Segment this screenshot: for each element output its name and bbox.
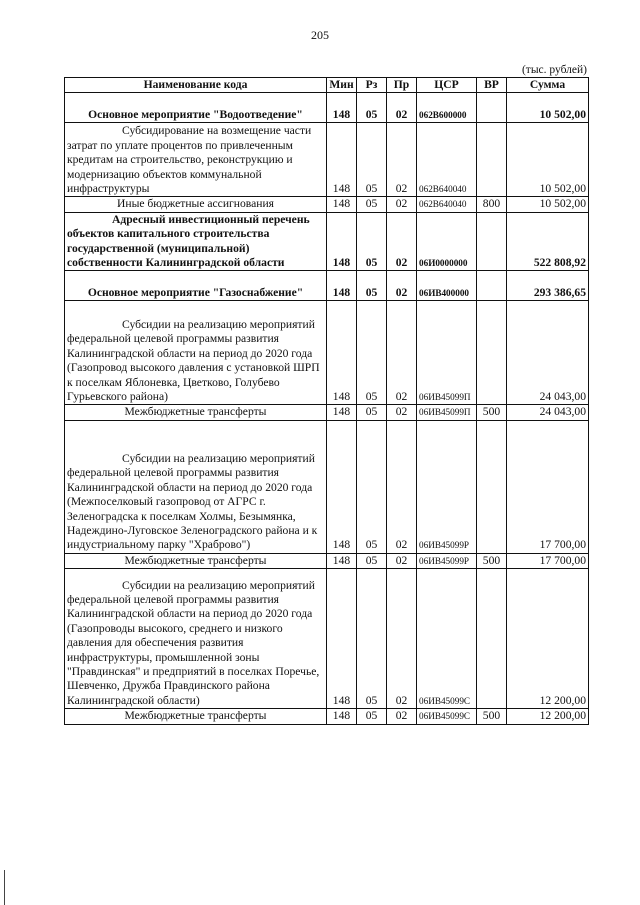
row-csr: 062B640040 bbox=[417, 197, 477, 212]
row-csr: 06ИВ45099П bbox=[417, 301, 477, 405]
row-vr: 500 bbox=[477, 553, 507, 568]
table-row bbox=[65, 569, 589, 709]
row-name: Основное мероприятие "Газоснабжение" bbox=[65, 271, 327, 301]
row-pr: 02 bbox=[387, 271, 417, 301]
row-min: 148 bbox=[327, 271, 357, 301]
table-row bbox=[65, 405, 589, 420]
row-pr: 02 bbox=[387, 301, 417, 405]
row-name: Субсидии на реализацию мероприятий федеральной целевой программы развития Калининградской области на период до 2020 года (Межпоселковый газопровод от АГРС г. Зеленоградска к поселкам Холмы, Безымянка, Надеждино-Луговское Зеленоградского района и к индустриальному парку "Храброво") bbox=[65, 420, 327, 553]
row-csr: 06ИВ45099П bbox=[417, 405, 477, 420]
row-min: 148 bbox=[327, 569, 357, 709]
row-rz: 05 bbox=[357, 123, 387, 197]
row-vr bbox=[477, 301, 507, 405]
row-min: 148 bbox=[327, 93, 357, 123]
table-row bbox=[65, 123, 589, 197]
row-sum: 24 043,00 bbox=[507, 405, 589, 420]
row-csr: 06ИВ45099С bbox=[417, 569, 477, 709]
row-pr: 02 bbox=[387, 212, 417, 271]
row-min: 148 bbox=[327, 405, 357, 420]
row-vr bbox=[477, 420, 507, 553]
row-name: Субсидии на реализацию мероприятий федеральной целевой программы развития Калининградской области на период до 2020 года (Газопровод высокого давления с установкой ШРП к поселкам Яблоневка, Цветково, Голубево Гурьевского района) bbox=[65, 301, 327, 405]
row-min: 148 bbox=[327, 553, 357, 568]
row-rz: 05 bbox=[357, 301, 387, 405]
row-pr: 02 bbox=[387, 405, 417, 420]
row-sum: 17 700,00 bbox=[507, 420, 589, 553]
table-row bbox=[65, 301, 589, 405]
row-rz: 05 bbox=[357, 420, 387, 553]
row-name: Межбюджетные трансферты bbox=[65, 709, 327, 724]
row-csr: 06И0000000 bbox=[417, 212, 477, 271]
row-min: 148 bbox=[327, 212, 357, 271]
row-rz: 05 bbox=[357, 553, 387, 568]
row-rz: 05 bbox=[357, 709, 387, 724]
table-row bbox=[65, 420, 589, 553]
row-vr bbox=[477, 93, 507, 123]
row-rz: 05 bbox=[357, 405, 387, 420]
header-sum: Сумма bbox=[507, 78, 589, 93]
row-sum: 17 700,00 bbox=[507, 553, 589, 568]
row-name: Иные бюджетные ассигнования bbox=[65, 197, 327, 212]
row-sum: 12 200,00 bbox=[507, 709, 589, 724]
row-sum: 10 502,00 bbox=[507, 197, 589, 212]
row-name: Межбюджетные трансферты bbox=[65, 553, 327, 568]
row-name: Адресный инвестиционный перечень объектов капитального строительства государственной (муниципальной) собственности Калининградской области bbox=[65, 212, 327, 271]
header-pr: Пр bbox=[387, 78, 417, 93]
header-vr: ВР bbox=[477, 78, 507, 93]
row-rz: 05 bbox=[357, 271, 387, 301]
row-name: Субсидирование на возмещение части затрат по уплате процентов по привлеченным кредитам на строительство, реконструкцию и модернизацию объектов коммунальной инфраструктуры bbox=[65, 123, 327, 197]
row-pr: 02 bbox=[387, 709, 417, 724]
header-rz: Рз bbox=[357, 78, 387, 93]
header-csr: ЦСР bbox=[417, 78, 477, 93]
row-sum: 522 808,92 bbox=[507, 212, 589, 271]
row-vr bbox=[477, 271, 507, 301]
row-pr: 02 bbox=[387, 569, 417, 709]
row-rz: 05 bbox=[357, 197, 387, 212]
row-pr: 02 bbox=[387, 123, 417, 197]
row-vr: 800 bbox=[477, 197, 507, 212]
row-name: Субсидии на реализацию мероприятий федеральной целевой программы развития Калининградской области на период до 2020 года (Газопроводы высокого, среднего и низкого давления для обеспечения развития инфраструктуры, промышленной зоны "Правдинская" и предприятий в поселках Поречье, Шевченко, Дружба Правдинского района Калининградской области) bbox=[65, 569, 327, 709]
row-sum: 24 043,00 bbox=[507, 301, 589, 405]
table-row bbox=[65, 197, 589, 212]
row-vr: 500 bbox=[477, 405, 507, 420]
table-row bbox=[65, 553, 589, 568]
table-row bbox=[65, 271, 589, 301]
row-min: 148 bbox=[327, 301, 357, 405]
row-min: 148 bbox=[327, 123, 357, 197]
table-header-row bbox=[65, 78, 589, 93]
row-rz: 05 bbox=[357, 212, 387, 271]
row-csr: 06ИВ45099С bbox=[417, 709, 477, 724]
budget-table bbox=[64, 77, 589, 725]
row-pr: 02 bbox=[387, 93, 417, 123]
row-csr: 06ИВ45099Р bbox=[417, 420, 477, 553]
header-name: Наименование кода bbox=[65, 78, 327, 93]
row-min: 148 bbox=[327, 420, 357, 553]
row-csr: 06ИВ400000 bbox=[417, 271, 477, 301]
row-name: Межбюджетные трансферты bbox=[65, 405, 327, 420]
row-rz: 05 bbox=[357, 569, 387, 709]
row-sum: 10 502,00 bbox=[507, 123, 589, 197]
margin-mark bbox=[4, 870, 5, 905]
page-number: 205 bbox=[311, 28, 329, 42]
row-rz: 05 bbox=[357, 93, 387, 123]
row-csr: 062B600000 bbox=[417, 93, 477, 123]
row-csr: 062B640040 bbox=[417, 123, 477, 197]
units-label: (тыс. рублей) bbox=[521, 64, 587, 76]
row-vr: 500 bbox=[477, 709, 507, 724]
table-row bbox=[65, 212, 589, 271]
row-vr bbox=[477, 569, 507, 709]
row-pr: 02 bbox=[387, 553, 417, 568]
table-row bbox=[65, 93, 589, 123]
row-vr bbox=[477, 212, 507, 271]
table-row bbox=[65, 709, 589, 724]
row-min: 148 bbox=[327, 197, 357, 212]
row-csr: 06ИВ45099Р bbox=[417, 553, 477, 568]
header-min: Мин bbox=[327, 78, 357, 93]
row-sum: 293 386,65 bbox=[507, 271, 589, 301]
row-name: Основное мероприятие "Водоотведение" bbox=[65, 93, 327, 123]
row-pr: 02 bbox=[387, 197, 417, 212]
row-sum: 10 502,00 bbox=[507, 93, 589, 123]
row-min: 148 bbox=[327, 709, 357, 724]
row-vr bbox=[477, 123, 507, 197]
row-pr: 02 bbox=[387, 420, 417, 553]
row-sum: 12 200,00 bbox=[507, 569, 589, 709]
